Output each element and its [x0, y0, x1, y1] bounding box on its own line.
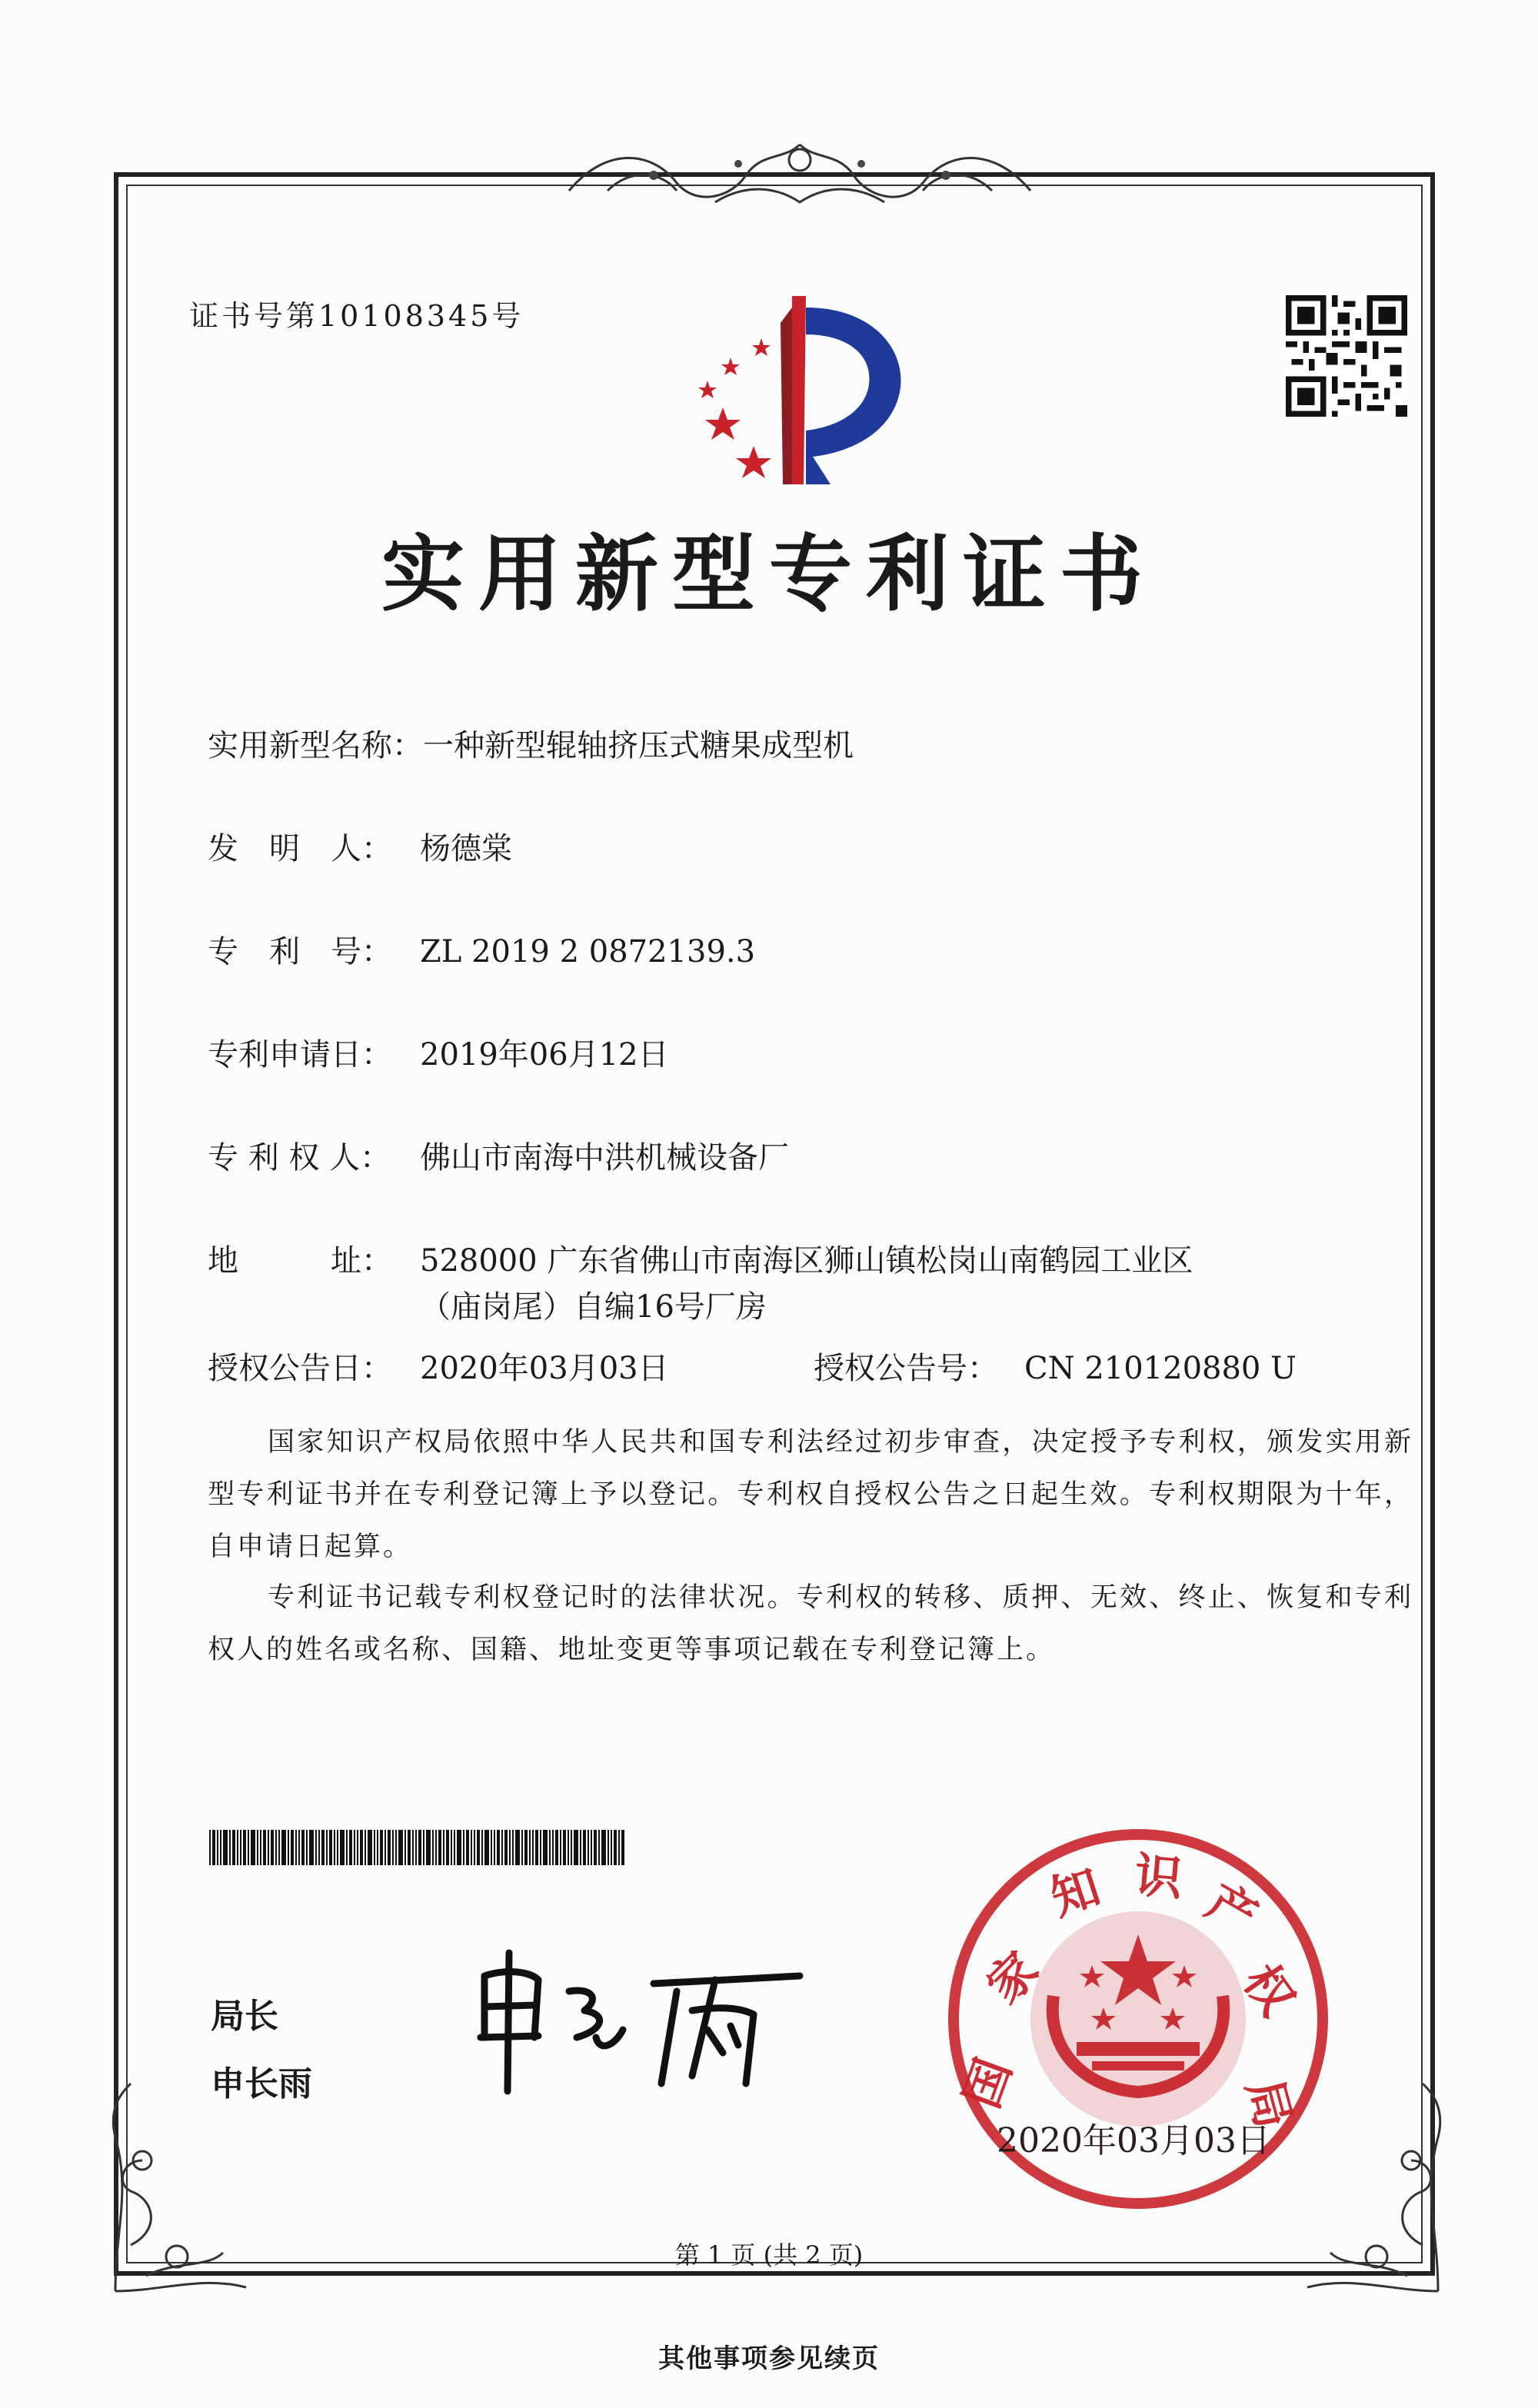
seal-date: 2020年03月03日 [997, 2121, 1270, 2160]
legal-paragraph-2: 专利证书记载专利权登记时的法律状况。专利权的转移、质押、无效、终止、恢复和专利权人的姓名或名称、国籍、地址变更等事项记载在专利登记簿上。 [208, 1582, 1413, 1665]
page-number: 第 1 页 (共 2 页) [674, 2240, 864, 2270]
field-label: 地 址： [208, 1243, 392, 1279]
seal-char-ju: 局 [1236, 2073, 1303, 2134]
footer-note: 其他事项参见续页 [658, 2343, 880, 2374]
seal-char-guo: 国 [953, 2050, 1023, 2116]
seal-char-jia: 家 [975, 1941, 1050, 2014]
barcode [209, 1830, 624, 1865]
field-value: 2020年03月03日 [420, 1351, 669, 1386]
field-value: 佛山市南海中洪机械设备厂 [420, 1140, 789, 1176]
field-filing-date [208, 1030, 669, 1074]
top-ornament [561, 129, 1038, 215]
seal-char-shi: 识 [1132, 1846, 1185, 1907]
field-utility-model-name [208, 721, 854, 765]
field-inventor [208, 824, 512, 868]
field-address-line2: （庙岗尾）自编16号厂房 [420, 1289, 767, 1325]
field-value: 杨德棠 [420, 831, 512, 866]
signatory-title: 局长 [211, 1997, 278, 2036]
field-value: 528000 广东省佛山市南海区狮山镇松岗山南鹤园工业区 [420, 1243, 1193, 1279]
field-value: 2019年06月12日 [420, 1037, 669, 1073]
certificate-title: 实用新型专利证书 [381, 527, 1157, 623]
seal-char-quan: 权 [1232, 1954, 1307, 2026]
field-label: 专利申请日： [208, 1037, 392, 1073]
seal-char-zhi: 知 [1044, 1858, 1107, 1927]
field-label: 专 利 号： [208, 934, 392, 970]
field-address [208, 1236, 1193, 1280]
field-value: ZL 2019 2 0872139.3 [420, 934, 756, 970]
seal-char-chan: 产 [1197, 1873, 1267, 1946]
cnipa-logo [677, 292, 923, 492]
legal-paragraph-1: 国家知识产权局依照中华人民共和国专利法经过初步审查，决定授予专利权，颁发实用新型专利证书并在专利登记簿上予以登记。专利权自授权公告之日起生效。专利权期限为十年，自申请日起算。 [208, 1427, 1413, 1562]
signatory-name: 申长雨 [211, 2064, 312, 2104]
field-value: 一种新型辊轴挤压式糖果成型机 [423, 728, 854, 763]
field-label: 专 利 权 人： [208, 1140, 391, 1176]
field-patentee [208, 1133, 789, 1177]
field-label: 授权公告日： [208, 1351, 392, 1386]
certificate-number: 证书号第10108345号 [189, 299, 524, 333]
field-label: 实用新型名称： [208, 728, 423, 763]
field-value: CN 210120880 U [1024, 1351, 1297, 1386]
field-label: 授权公告号： [814, 1351, 998, 1386]
field-patent-number [208, 927, 755, 971]
qr-code [1286, 295, 1407, 417]
field-label: 发 明 人： [208, 831, 392, 866]
field-grant-number [814, 1344, 1297, 1388]
field-grant-date [208, 1344, 669, 1388]
handwritten-signature [461, 1945, 831, 2099]
